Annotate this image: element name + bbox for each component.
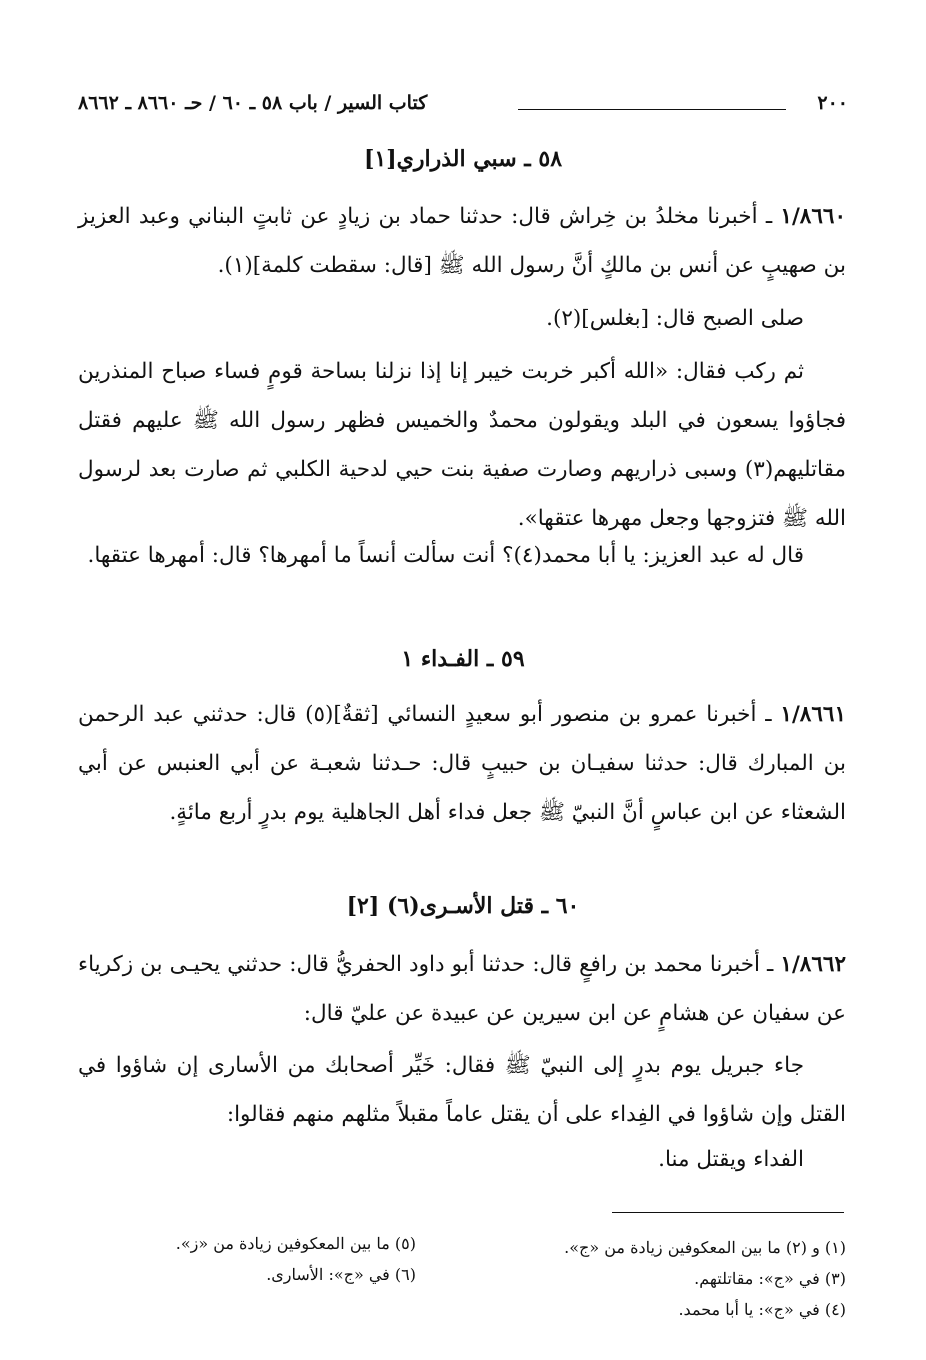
hadith-number: ١/٨٦٦٢ [780,952,846,977]
paragraph: صلى الصبح قال: [بغلس](٢). [546,306,804,331]
hadith-8660 [78,192,846,290]
hadith-text: ـ أخبرنا مخلدُ بن خِراش قال: حدثنا حماد بن زيادٍ عن ثابتٍ البناني وعبد العزيز بن صهيبٍ عن أنس بن مالكٍ أنَّ رسول الله ﷺ [قال: سقطت كلمة](١). [78,204,846,278]
paragraph: ثم ركب فقال: «الله أكبر خربت خيبر إنا إذا نزلنا بساحة قومٍ فساء صباح المنذرين فجاؤوا يسعون في البلد ويقولون محمدٌ والخميس فظهر رسول الله ﷺ عليهم فقتل مقاتليهم(٣) وسبى ذراريهم وصارت صفية بنت حيي لدحية الكلبي ثم صارت بعد لرسول الله ﷺ فتزوجها وجعل مهرها عتقها». [78,359,846,531]
footnote: (٤) في «ج»: يا أبا محمد. [678,1300,846,1319]
page-header [78,92,848,124]
paragraph: الفداء ويقتل منا. [658,1147,804,1172]
section-heading-58: ٥٨ ـ سبي الذراري[١] [363,146,563,172]
hadith-text: ـ أخبرنا عمرو بن منصور أبو سعيدٍ النسائي [ثقةٌ](٥) قال: حدثني عبد الرحمن بن المبارك قال: حدثنا سفيـان بن حبيبٍ قال: حـدثنا شعبـة عن أبي العنبس عن أبي الشعثاء عن ابن عباسٍ أنَّ النبيّ ﷺ جعل فداء أهل الجاهلية يوم بدرٍ أربع مائةٍ. [78,702,846,825]
page-number: ٢٠٠ [817,92,848,114]
hadith-number: ١/٨٦٦٠ [780,204,846,229]
section-heading-60: ٦٠ ـ قتل الأسـرى(٦) [٢] [346,893,580,919]
header-rule [518,109,786,110]
footnote: (٥) ما بين المعكوفين زيادة من «ز». [175,1234,416,1253]
running-title: كتاب السير / باب ٥٨ ـ ٦٠ / حـ ٨٦٦٠ ـ ٨٦٦٢ [78,92,428,114]
hadith-number: ١/٨٦٦١ [780,702,846,727]
footnote-rule [612,1212,844,1213]
footnote: (١) و (٢) ما بين المعكوفين زيادة من «ج». [564,1238,846,1257]
hadith-text: ـ أخبرنا محمد بن رافعٍ قال: حدثنا أبو داود الحفريُّ قال: حدثني يحيـى بن زكرياء عن سفيان عن هشامٍ عن ابن سيرين عن عبيدة عن عليّ قال: [78,952,846,1026]
footnote: (٣) في «ج»: مقاتلتهم. [694,1269,846,1288]
hadith-8661 [78,690,846,837]
footnote: (٦) في «ج»: الأسارى. [266,1265,416,1284]
section-heading-59: ٥٩ ـ الفـداء ١ [401,646,525,672]
paragraph: جاء جبريل يوم بدرٍ إلى النبيّ ﷺ فقال: خَيِّر أصحابك من الأسارى إن شاؤوا في القتل وإن شاؤوا في الفِداء على أن يقتل عاماً مقبلاً مثلهم منهم فقالوا: [78,1053,846,1127]
paragraph: قال له عبد العزيز: يا أبا محمد(٤)؟ أنت سألت أنساً ما أمهرها؟ قال: أمهرها عتقها. [87,543,804,568]
hadith-8662 [78,940,846,1038]
